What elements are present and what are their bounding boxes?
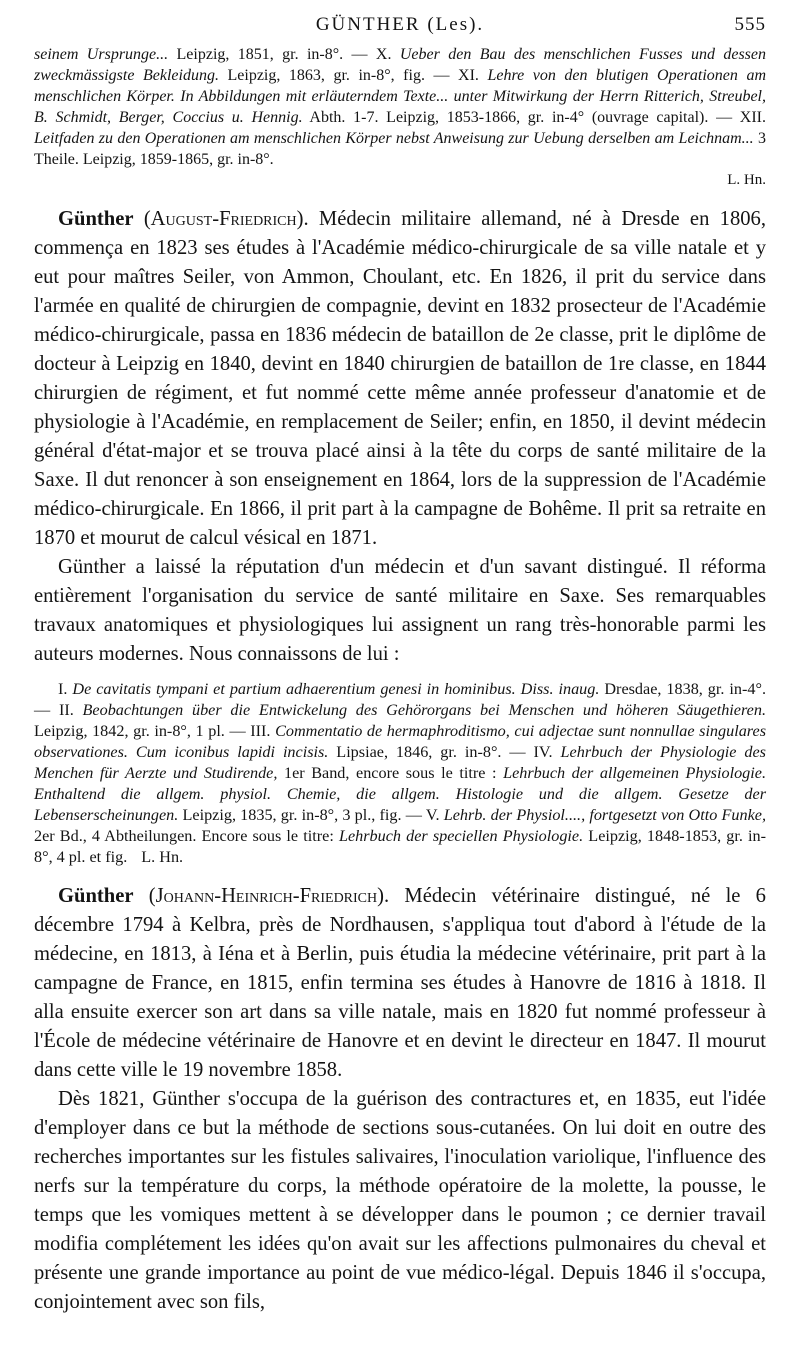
work-details: Dresdae, 1838, gr. in-4°. — II. bbox=[34, 680, 766, 719]
work-title: Ueber den Bau des menschlichen Fusses und dessen zweckmässigste Bekleidung. bbox=[34, 46, 766, 84]
work-details: 1er Band, encore sous le titre : bbox=[277, 764, 504, 782]
running-head bbox=[34, 14, 766, 44]
entry-headword: Günther bbox=[58, 885, 134, 907]
work-title: Commentatio de hermaphroditismo, cui adjectae sunt nonnullae singulares observationes. Cum iconibus lapidi incisis. bbox=[34, 722, 766, 761]
author-signature: L. Hn. bbox=[727, 172, 766, 188]
work-details: Leipzig, 1851, gr. in-8°. — X. bbox=[168, 46, 400, 63]
work-details: I. bbox=[58, 680, 73, 698]
work-title: Beobachtungen über die Entwickelung des Gehörorgans bei Menschen und höheren Säugethieren. bbox=[82, 701, 767, 719]
work-details: Abth. 1-7. Leipzig, 1853-1866, gr. in-4° (ouvrage capital). — XII. bbox=[302, 109, 767, 126]
work-details: 3 Theile. Leipzig, 1859-1865, gr. in-8°. bbox=[34, 130, 767, 168]
entry-biography: Médecin vétérinaire distingué, né le 6 décembre 1794 à Kelbra, près de Nordhausen, s'appliqua tout d'abord à l'étude de la médecine, en 1813, à Iéna et à Berlin, puis étudia la médecine vétérinaire, prit part à la campagne de France, en 1815, enfin termina ses études à Hanovre de 1816 à 1818. Il alla ensuite exercer son art dans sa ville natale, mais en 1820 fut nommé professeur à l'École de médecine vétérinaire de Hanovre et en devint le directeur en 1847. Il mourut dans cette ville le 19 novembre 1858. bbox=[34, 885, 766, 1081]
entry-name: (Johann-Heinrich-Friedrich). bbox=[148, 885, 390, 907]
work-title: Lehrb. der Physiol...., fortgesetzt von Otto Funke, bbox=[443, 806, 766, 824]
previous-entry-works bbox=[34, 46, 766, 168]
work-title: Lehrbuch der speciellen Physiologie. bbox=[338, 827, 584, 845]
entry-johann-heinrich-friedrich bbox=[34, 882, 766, 1317]
work-details: Lipsiae, 1846, gr. in-8°. — IV. bbox=[328, 743, 561, 761]
bibliography-works bbox=[34, 680, 766, 866]
author-signature: L. Hn. bbox=[141, 848, 184, 866]
entry-headword: Günther bbox=[58, 208, 134, 230]
work-details: 2er Bd., 4 Abtheilungen. Encore sous le titre: bbox=[34, 827, 339, 845]
work-title: seinem Ursprunge... bbox=[34, 46, 169, 63]
work-details: Leipzig, 1863, gr. in-8°, fig. — XI. bbox=[218, 67, 488, 84]
work-details: Leipzig, 1848-1853, gr. in-8°, 4 pl. et fig. bbox=[34, 827, 766, 866]
work-title: Leitfaden zu den Operationen am menschlichen Körper nebst Anweisung zur Uebung derselben am Leichnam... bbox=[34, 130, 754, 147]
work-title: Lehrbuch der Physiologie des Menchen für Aerzte und Studirende, bbox=[34, 743, 766, 782]
previous-entry-bibliography bbox=[34, 44, 766, 191]
work-details: Leipzig, 1842, gr. in-8°, 1 pl. — III. bbox=[34, 722, 276, 740]
entry-biography: Médecin militaire allemand, né à Dresde en 1806, commença en 1823 ses études à l'Académie médico-chirurgicale de sa ville natale et y eut pour maîtres Seiler, von Ammon, Choulant, etc. En 1826, il prit du service dans l'armée en qualité de chirurgien de compagnie, devint en 1832 prosecteur de l'Académie médico-chirurgicale, passa en 1836 médecin de bataillon de 2e classe, prit le diplôme de docteur à Leipzig en 1840, devint en 1840 chirurgien de bataillon de 1re classe, en 1844 chirurgien de régiment, et fut nommé cette même année professeur d'anatomie et de physiologie à l'Académie, en remplacement de Seiler; enfin, en 1850, il devint médecin général d'état-major et se trouva placé ainsi à la tête du corps de santé militaire de la Saxe. Il dut renoncer à son enseignement en 1864, lors de la suppression de l'Académie médico-chirurgicale. En 1866, il prit part à la campagne de Bohême. Il prit sa retraite en 1870 et mourut de calcul vésical en 1871. bbox=[34, 208, 766, 549]
entry-assessment: Günther a laissé la réputation d'un médecin et d'un savant distingué. Il réforma entièrement l'organisation du service de santé militaire en Saxe. Ses remarquables travaux anatomiques et physiologiques lui assignent un rang très-honorable parmi les auteurs modernes. Nous connaissons de lui : bbox=[34, 556, 766, 665]
entry-contributions: Dès 1821, Günther s'occupa de la guérison des contractures et, en 1835, eut l'idée d'employer dans ce but la méthode de sections sous-cutanées. On lui doit en outre des recherches importantes sur les fistules salivaires, l'inoculation variolique, l'influence des nerfs sur la température du corps, la méthode opératoire de la molette, la pousse, le temps que les vomiques mettent à se développer dans le poumon ; ce dernier travail modifia complétement les idées qu'on avait sur les affections pulmonaires du cheval et présente une grande importance au point de vue médico-légal. Depuis 1846 il s'occupa, conjointement avec son fils, bbox=[34, 1088, 766, 1313]
entry-name: (August-Friedrich). bbox=[143, 208, 309, 230]
work-title: Lehrbuch der allgemeinen Physiologie. Enthaltend die allgem. physiol. Chemie, die allgem. Histologie und die allgem. Gesetze der Lebenserscheinungen. bbox=[34, 764, 766, 824]
work-details: Leipzig, 1835, gr. in-8°, 3 pl., fig. — V. bbox=[178, 806, 444, 824]
work-title: Lehre von den blutigen Operationen am menschlichen Körper. In Abbildungen mit erläuterndem Texte... unter Mitwirkung der Herrn Ritterich, Streubel, B. Schmidt, Berger, Coccius u. Hennig. bbox=[34, 67, 767, 126]
work-title: De cavitatis tympani et partium adhaerentium genesi in hominibus. Diss. inaug. bbox=[72, 680, 600, 698]
entry-august-friedrich bbox=[34, 205, 766, 669]
entry-bibliography bbox=[34, 679, 766, 868]
page-number: 555 bbox=[734, 14, 766, 35]
running-title: GÜNTHER (Les). bbox=[315, 14, 485, 35]
